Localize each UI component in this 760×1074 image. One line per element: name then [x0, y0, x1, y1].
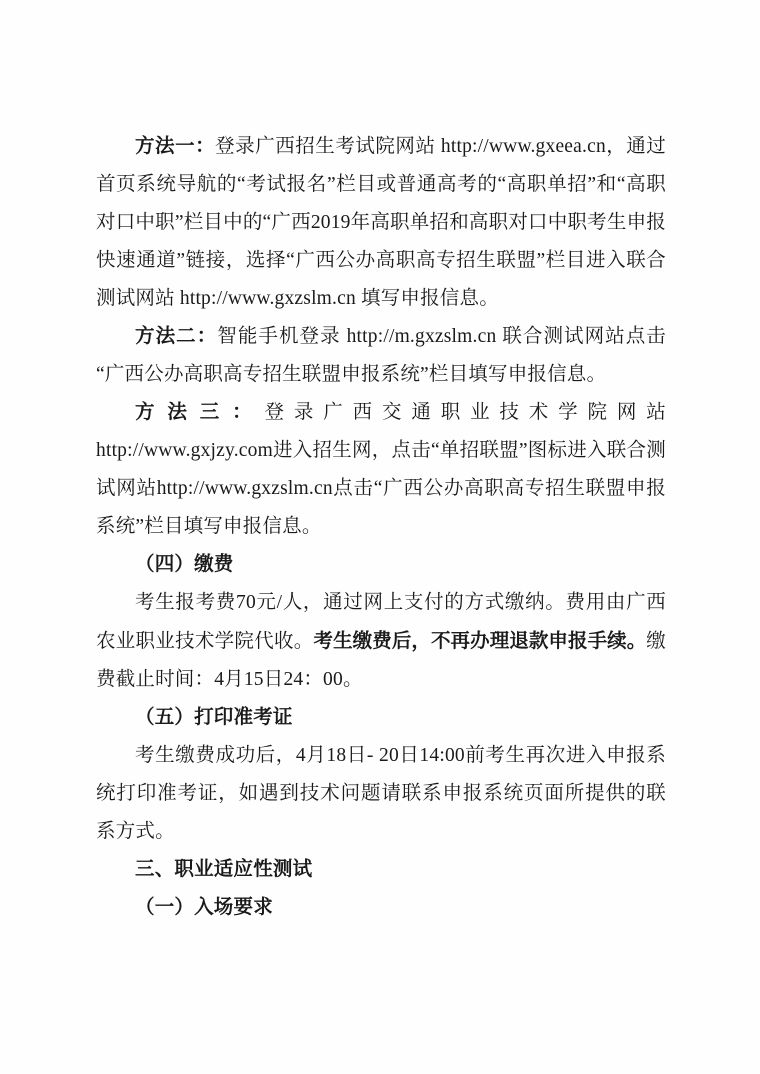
fee-text-emphasis: 考生缴费后，不再办理退款申报手续。 [313, 630, 647, 652]
paragraph-method-two [96, 318, 666, 394]
method-three-label: 方法三： [135, 402, 265, 423]
heading-section-four: （四）缴费 [135, 554, 234, 575]
paragraph-fee [96, 584, 666, 699]
paragraph-method-three [96, 394, 666, 546]
document-body [96, 128, 666, 927]
method-one-label: 方法一： [135, 136, 216, 157]
method-two-label: 方法二： [135, 326, 218, 347]
fee-text-part-three: 缴费截止时间：4月15日24：00。 [96, 631, 666, 690]
method-two-text: 智能手机登录 http://m.gxzslm.cn 联合测试网站点击“广西公办高职高专招生联盟申报系统”栏目填写申报信息。 [96, 326, 666, 385]
paragraph-method-one [96, 128, 666, 318]
heading-section-five: （五）打印准考证 [135, 707, 293, 728]
method-three-text: 登录广西交通职业技术学院网站 http://www.gxjzy.com进入招生网，点击“单招联盟”图标进入联合测试网站http://www.gxzslm.cn点击“广西公办高职高专招生联盟申报系统”栏目填写申报信息。 [96, 402, 666, 537]
fee-text-part-one: 考生报考费70元/人，通过网上支付的方式缴纳。费用由广西农业职业技术学院代收。 [96, 592, 666, 652]
heading-section-three: 三、职业适应性测试 [135, 859, 313, 880]
heading-entry-requirements: （一）入场要求 [135, 897, 273, 918]
method-one-text: 登录广西招生考试院网站 http://www.gxeea.cn，通过首页系统导航的“考试报名”栏目或普通高考的“高职单招”和“高职对口中职”栏目中的“广西2019年高职单招和高职对口中职考生申报快速通道”链接，选择“广西公办高职高专招生联盟”栏目进入联合测试网站 http://www.gxzslm.cn 填写申报信息。 [96, 136, 666, 309]
paragraph-print-admission-ticket: 考生缴费成功后，4月18日- 20日14:00前考生再次进入申报系统打印准考证，如遇到技术问题请联系申报系统页面所提供的联系方式。 [96, 745, 666, 842]
